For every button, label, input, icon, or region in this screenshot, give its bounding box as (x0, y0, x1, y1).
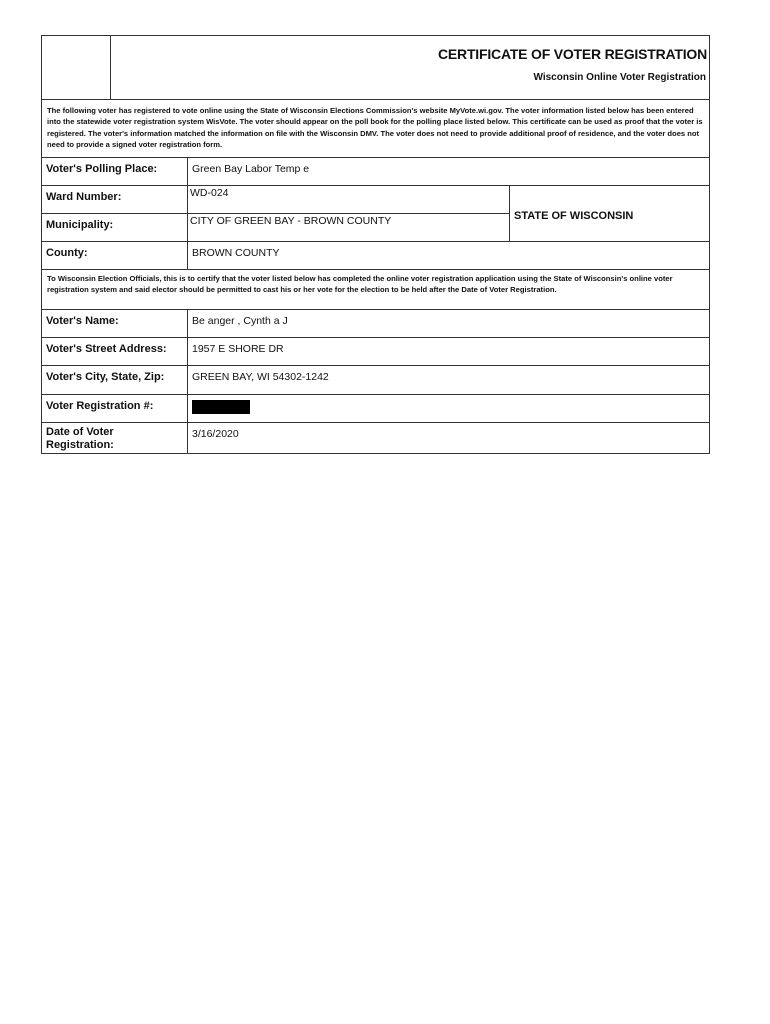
county-label: County: (42, 242, 188, 269)
municipality-value: CITY OF GREEN BAY - BROWN COUNTY (190, 215, 392, 227)
ward-municipality-block (42, 186, 709, 242)
certify-paragraph: To Wisconsin Election Officials, this is to certify that the voter listed below has completed the online voter registration application using the State of Wisconsin's online voter registration system and said elector should be permitted to cast his or her vote for the election to be held after the Date of Voter Registration. (47, 274, 673, 295)
street-address-value: 1957 E SHORE DR (192, 343, 284, 355)
certificate-subtitle: Wisconsin Online Voter Registration (533, 72, 706, 83)
voter-name-value: Be anger , Cynth a J (192, 315, 288, 327)
municipality-label: Municipality: (42, 214, 188, 242)
redaction-block (192, 400, 250, 414)
registration-number-value (188, 395, 709, 422)
county-row (42, 242, 709, 270)
certificate-header (42, 36, 709, 100)
intro-paragraph: The following voter has registered to vote online using the State of Wisconsin Elections Commission's website MyVote.wi.gov. The voter information listed below has been entered into the statewide voter registration system WisVote. The voter should appear on the poll book for the polling place listed below. This certificate can be used as proof that the voter is registered. The voter's information matched the information on file with the Wisconsin DMV. The voter does not need to provide additional proof of residence, and the voter does not need to provide a signed voter registration form. (47, 106, 703, 150)
city-state-zip-label: Voter's City, State, Zip: (42, 366, 188, 394)
polling-place-label: Voter's Polling Place: (42, 158, 188, 185)
ward-number-row (42, 186, 509, 214)
intro-section (42, 100, 709, 158)
logo-placeholder (42, 36, 111, 100)
city-state-zip-row (42, 366, 709, 395)
certificate (41, 35, 710, 454)
street-address-row (42, 338, 709, 366)
voter-name-label: Voter's Name: (42, 310, 188, 337)
polling-place-value: Green Bay Labor Temp e (192, 163, 310, 175)
registration-date-value: 3/16/2020 (192, 428, 239, 440)
street-address-label: Voter's Street Address: (42, 338, 188, 365)
registration-date-label: Date of Voter Registration: (42, 423, 188, 453)
municipality-row (42, 214, 509, 242)
county-value: BROWN COUNTY (192, 247, 280, 259)
ward-number-label: Ward Number: (42, 186, 188, 213)
voter-name-row (42, 310, 709, 338)
ward-number-value: WD-024 (190, 187, 229, 199)
certify-section (42, 270, 709, 310)
registration-number-row (42, 395, 709, 423)
state-label: STATE OF WISCONSIN (514, 210, 634, 222)
certificate-title: CERTIFICATE OF VOTER REGISTRATION (438, 46, 707, 62)
registration-number-label: Voter Registration #: (42, 395, 188, 422)
city-state-zip-value: GREEN BAY, WI 54302-1242 (192, 371, 329, 383)
registration-date-row (42, 423, 709, 453)
polling-place-row (42, 158, 709, 186)
ward-municipality-fields (42, 186, 510, 241)
